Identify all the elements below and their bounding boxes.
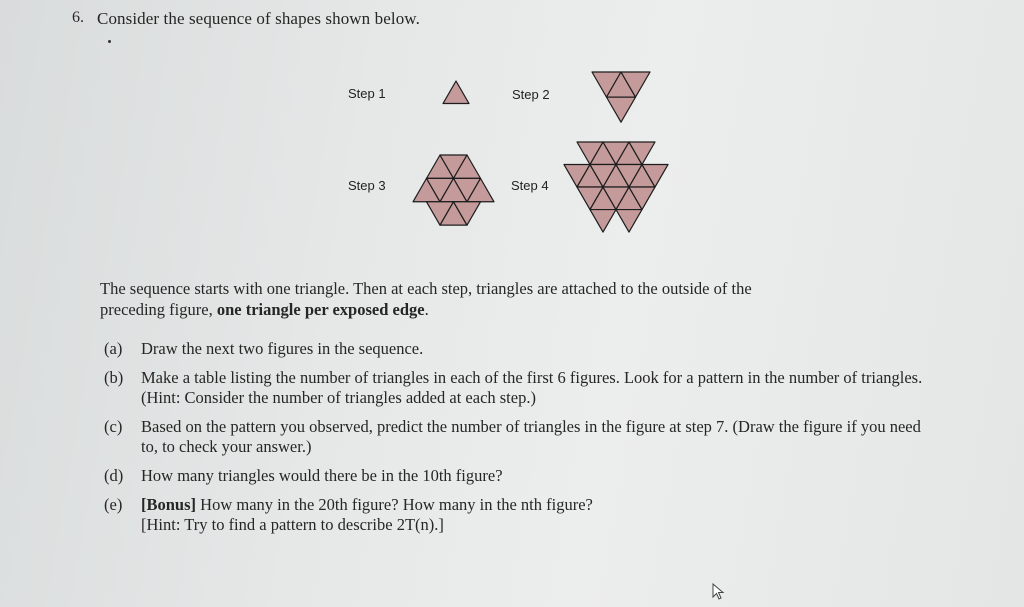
intro-line-2-end: . [424,300,429,319]
intro-line-1: The sequence starts with one triangle. Then at each step, triangles are attached to the outside of the [100,279,752,298]
step-1-figure [443,81,469,104]
subquestion-b [104,368,934,408]
step-3-label: Step 3 [348,178,386,193]
subquestion-a [104,339,934,359]
step-4-label: Step 4 [511,178,549,193]
subquestion-d [104,466,934,486]
intro-line-2 [100,299,940,320]
triangle-down [607,97,636,122]
intro-paragraph [100,278,940,320]
subquestion-text: Make a table listing the number of triangles in each of the first 6 figures. Look for a pattern in the number of triangles. (Hint: Consider the number of triangles added at each step.) [141,368,923,407]
subquestion-list [104,339,934,544]
subquestion-text: How many triangles would there be in the 10th figure? [141,466,503,485]
bonus-hint: [Hint: Try to find a pattern to describe 2T(n).] [141,515,444,534]
step-3-figure [413,155,494,225]
subquestion-e [104,495,934,535]
subquestion-label: (e) [104,495,123,514]
mouse-pointer-icon [712,583,726,601]
question-title: Consider the sequence of shapes shown below. [97,9,420,28]
bonus-tag: [Bonus] [141,495,197,514]
step-1-label: Step 1 [348,86,386,101]
step-4-figure [564,142,668,232]
subquestion-label: (d) [104,466,124,485]
step-2-label: Step 2 [512,87,550,102]
intro-line-2-start: preceding figure, [100,300,217,319]
step-2-figure [592,72,650,122]
subquestion-c [104,417,934,457]
triangle-down [616,210,642,233]
intro-emphasis: one triangle per exposed edge [216,300,425,319]
subquestion-label: (c) [104,417,123,436]
subquestion-text: Based on the pattern you observed, predict the number of triangles in the figure at step 7. (Draw the figure if you need to, to check your answer.) [141,417,921,456]
subquestion-text: Draw the next two figures in the sequence. [141,339,424,358]
subquestion-text [141,495,934,535]
subquestion-label: (a) [104,339,123,358]
triangle-up [443,81,469,104]
question-number: 6. [72,9,84,26]
subquestion-label: (b) [104,368,124,387]
bonus-question: How many in the 20th figure? How many in the nth figure? [196,495,593,514]
triangle-down [590,210,616,233]
